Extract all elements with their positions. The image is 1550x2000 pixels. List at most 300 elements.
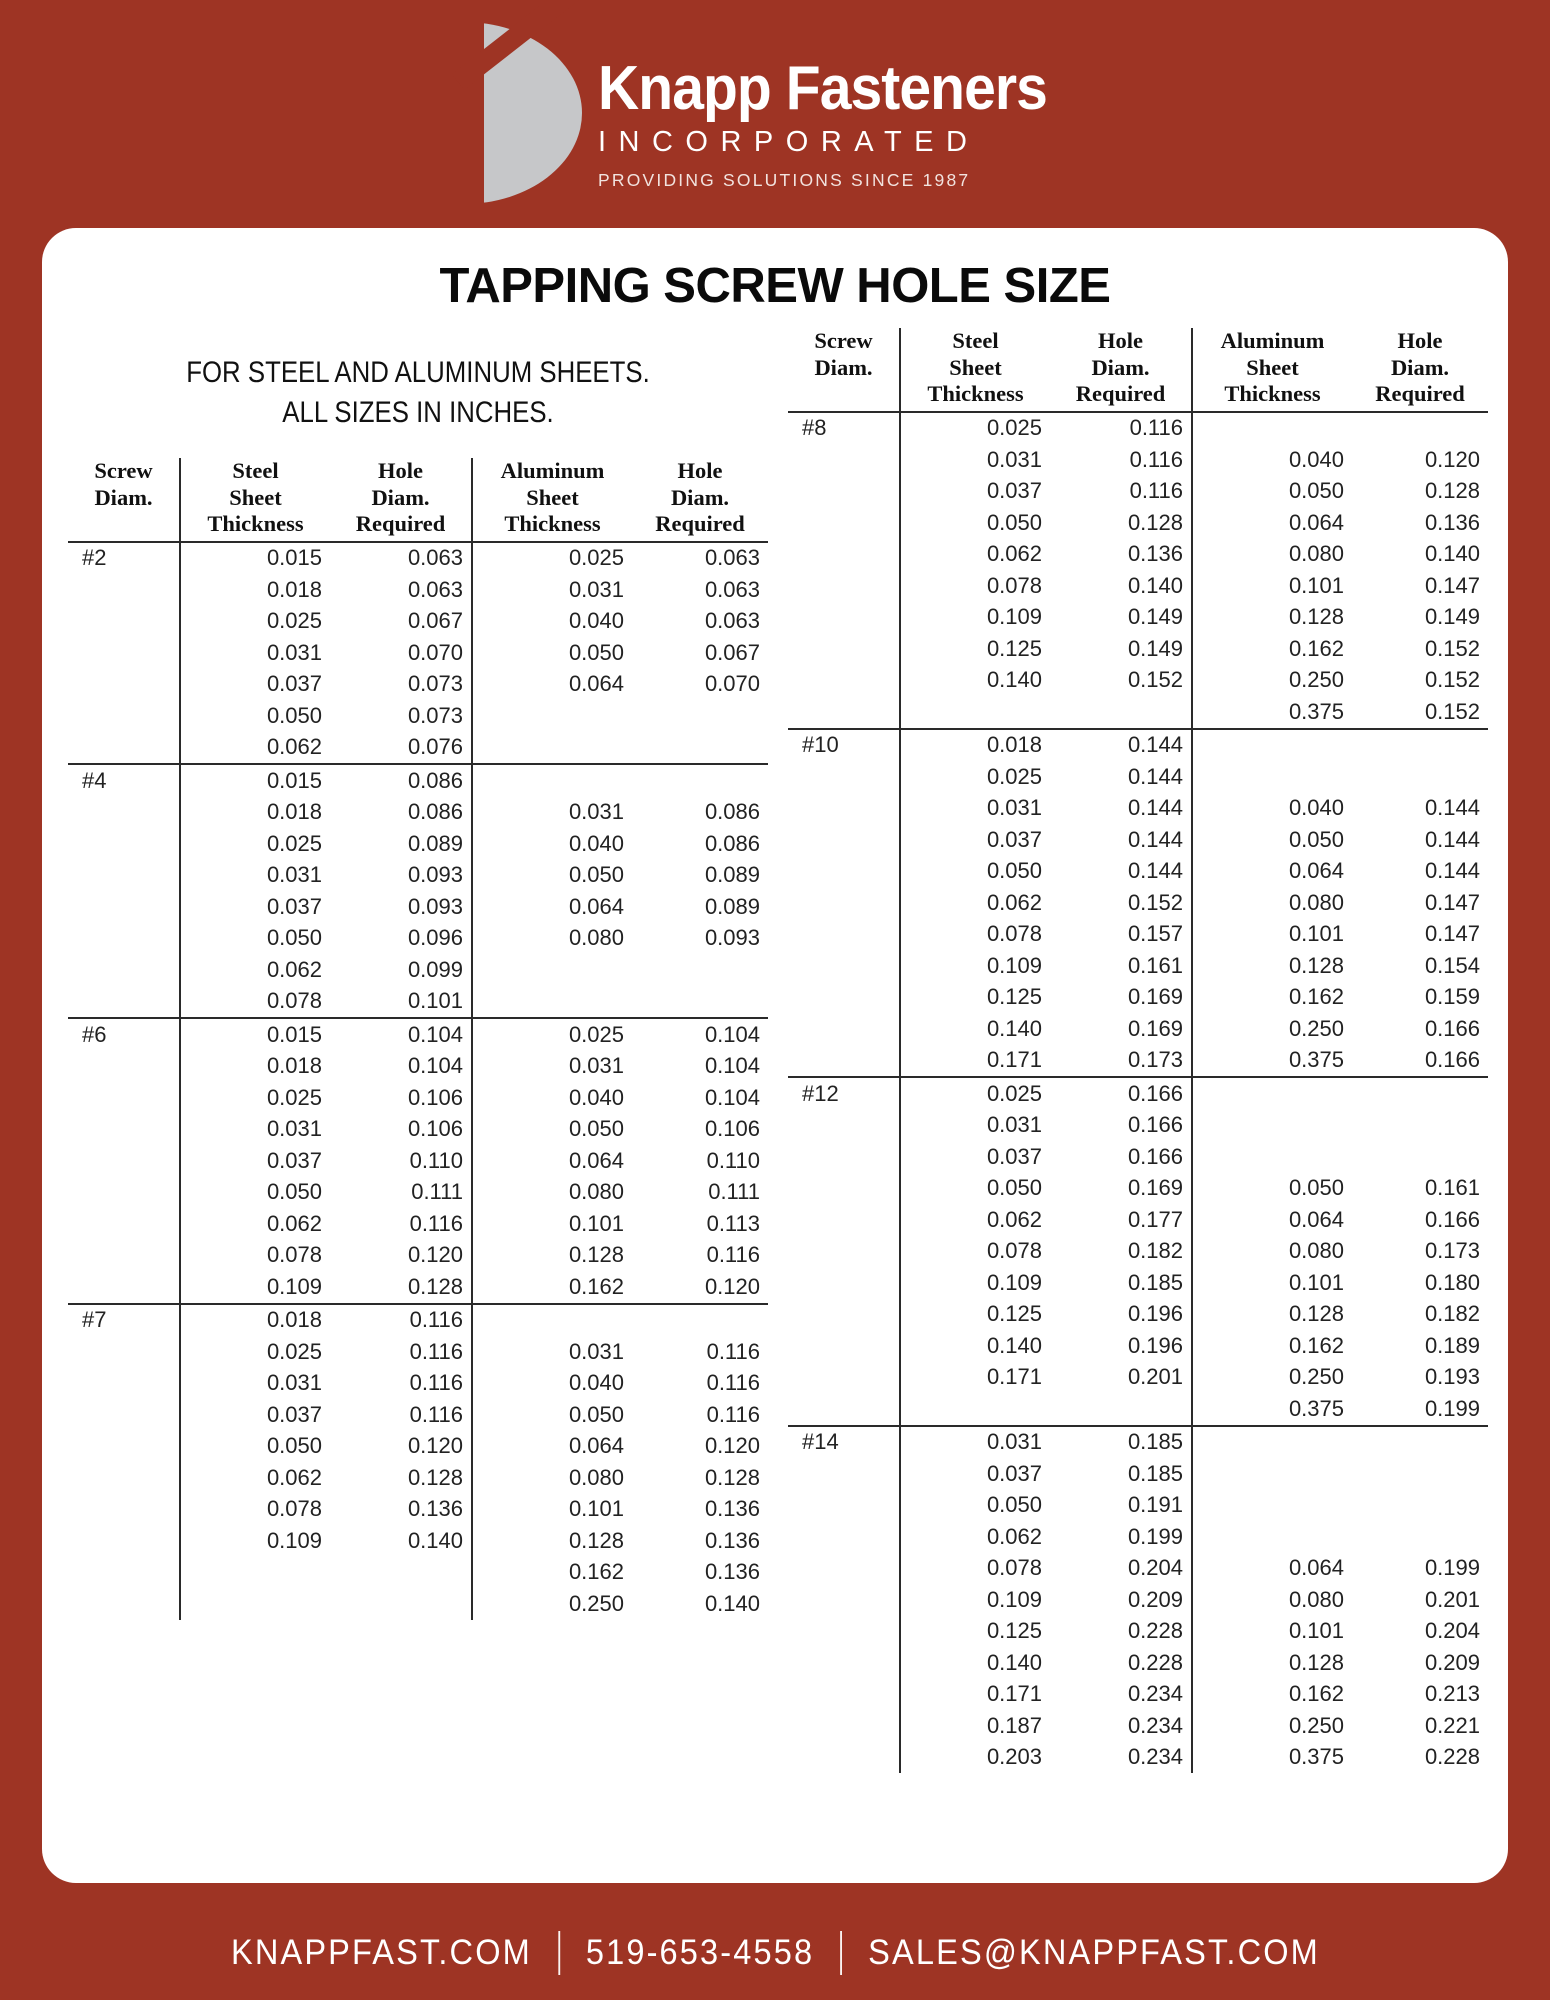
footer-divider bbox=[557, 1931, 559, 1975]
col-header-aluminum-sheet-thickness: Aluminum Sheet Thickness bbox=[472, 458, 632, 542]
table-row bbox=[68, 1208, 768, 1240]
cell-alum-thickness bbox=[472, 954, 632, 986]
table-row bbox=[68, 732, 768, 765]
cell-steel-thickness: 0.078 bbox=[900, 570, 1050, 602]
cell-steel-thickness: 0.109 bbox=[900, 1267, 1050, 1299]
cell-hole-diam: 0.152 bbox=[1127, 889, 1183, 915]
footer-phone[interactable]: 519-653-4558 bbox=[585, 1932, 814, 1972]
cell-screw-diam bbox=[68, 574, 180, 606]
cell-steel-thickness: 0.050 bbox=[180, 1177, 330, 1209]
table-row bbox=[68, 1018, 768, 1051]
cell-screw-diam: #10 bbox=[802, 732, 839, 758]
table-row bbox=[68, 828, 768, 860]
cell-hole-diam: 0.166 bbox=[1127, 1080, 1183, 1106]
cell-alum-hole-diam: 0.111 bbox=[708, 1179, 760, 1205]
cell-hole-diam: 0.070 bbox=[407, 639, 463, 665]
table-row bbox=[68, 700, 768, 732]
cell-hole-diam bbox=[1050, 1393, 1192, 1426]
cell-hole-diam: 0.120 bbox=[407, 1242, 463, 1268]
cell-alum-hole-diam: 0.152 bbox=[1424, 635, 1480, 661]
cell-steel-thickness: 0.171 bbox=[900, 1679, 1050, 1711]
cell-screw-diam bbox=[68, 732, 180, 765]
cell-alum-hole-diam: 0.144 bbox=[1424, 858, 1480, 884]
cell-screw-diam bbox=[68, 1462, 180, 1494]
table-row bbox=[788, 1679, 1488, 1711]
table-row bbox=[788, 729, 1488, 762]
table-row bbox=[788, 1141, 1488, 1173]
cell-steel-thickness: 0.140 bbox=[900, 665, 1050, 697]
table-row bbox=[68, 1557, 768, 1589]
col-header-alum-hole-diam-required: Hole Diam. Required bbox=[1352, 328, 1488, 412]
cell-steel-thickness: 0.018 bbox=[180, 574, 330, 606]
cell-hole-diam: 0.128 bbox=[407, 1464, 463, 1490]
hole-size-table-left bbox=[68, 458, 768, 1620]
cell-alum-thickness: 0.031 bbox=[472, 574, 632, 606]
cell-hole-diam: 0.234 bbox=[1127, 1681, 1183, 1707]
cell-alum-hole-diam: 0.116 bbox=[706, 1338, 760, 1364]
cell-steel-thickness: 0.018 bbox=[900, 729, 1050, 762]
cell-steel-thickness: 0.062 bbox=[900, 1204, 1050, 1236]
table-row bbox=[68, 1399, 768, 1431]
table-row bbox=[68, 1336, 768, 1368]
cell-alum-hole-diam: 0.140 bbox=[704, 1590, 760, 1616]
cell-alum-thickness: 0.128 bbox=[472, 1240, 632, 1272]
cell-screw-diam bbox=[788, 950, 900, 982]
cell-alum-thickness: 0.162 bbox=[1192, 633, 1352, 665]
cell-steel-thickness: 0.062 bbox=[180, 1462, 330, 1494]
cell-alum-thickness bbox=[1192, 1490, 1352, 1522]
cell-hole-diam: 0.104 bbox=[407, 1053, 463, 1079]
cell-hole-diam: 0.144 bbox=[1127, 858, 1183, 884]
cell-screw-diam bbox=[68, 1399, 180, 1431]
brand-name: Knapp Fasteners bbox=[597, 54, 1047, 123]
cell-alum-hole-diam: 0.144 bbox=[1424, 826, 1480, 852]
table-row bbox=[788, 665, 1488, 697]
cell-alum-hole-diam: 0.128 bbox=[1424, 478, 1480, 504]
col-header-hole-diam-required: Hole Diam. Required bbox=[330, 458, 472, 542]
cell-alum-thickness: 0.128 bbox=[1192, 1647, 1352, 1679]
cell-screw-diam bbox=[788, 1679, 900, 1711]
table-row bbox=[68, 1051, 768, 1083]
cell-steel-thickness: 0.050 bbox=[180, 1431, 330, 1463]
cell-screw-diam bbox=[788, 1710, 900, 1742]
cell-screw-diam bbox=[68, 1494, 180, 1526]
cell-screw-diam bbox=[68, 669, 180, 701]
cell-hole-diam: 0.144 bbox=[1127, 826, 1183, 852]
cell-screw-diam bbox=[788, 1584, 900, 1616]
cell-hole-diam: 0.228 bbox=[1127, 1649, 1183, 1675]
cell-steel-thickness: 0.015 bbox=[180, 764, 330, 797]
col-header-alum-hole-diam-required: Hole Diam. Required bbox=[632, 458, 768, 542]
cell-screw-diam bbox=[68, 1082, 180, 1114]
cell-alum-thickness: 0.080 bbox=[1192, 539, 1352, 571]
cell-screw-diam bbox=[68, 1431, 180, 1463]
cell-steel-thickness: 0.203 bbox=[900, 1742, 1050, 1774]
cell-alum-thickness: 0.064 bbox=[1192, 856, 1352, 888]
cell-steel-thickness: 0.050 bbox=[900, 856, 1050, 888]
cell-alum-hole-diam bbox=[1352, 1110, 1488, 1142]
cell-screw-diam: #8 bbox=[802, 415, 827, 441]
cell-alum-thickness bbox=[472, 1304, 632, 1337]
cell-alum-hole-diam: 0.173 bbox=[1424, 1238, 1480, 1264]
cell-steel-thickness: 0.062 bbox=[900, 887, 1050, 919]
cell-steel-thickness: 0.078 bbox=[900, 1553, 1050, 1585]
cell-alum-thickness: 0.050 bbox=[472, 1399, 632, 1431]
cell-alum-hole-diam: 0.147 bbox=[1424, 889, 1480, 915]
footer-divider bbox=[840, 1931, 842, 1975]
cell-hole-diam: 0.116 bbox=[409, 1401, 463, 1427]
cell-hole-diam: 0.104 bbox=[407, 1021, 463, 1047]
cell-hole-diam: 0.076 bbox=[330, 732, 472, 765]
cell-alum-thickness: 0.080 bbox=[472, 1177, 632, 1209]
cell-hole-diam: 0.185 bbox=[1127, 1269, 1183, 1295]
cell-alum-hole-diam bbox=[1352, 761, 1488, 793]
table-row bbox=[788, 824, 1488, 856]
cell-alum-hole-diam: 0.104 bbox=[704, 1053, 760, 1079]
table-row bbox=[68, 542, 768, 575]
cell-hole-diam bbox=[330, 1557, 472, 1589]
cell-alum-hole-diam: 0.213 bbox=[1424, 1681, 1480, 1707]
cell-steel-thickness: 0.062 bbox=[180, 954, 330, 986]
cell-steel-thickness: 0.025 bbox=[180, 606, 330, 638]
cell-alum-hole-diam: 0.136 bbox=[704, 1496, 760, 1522]
cell-alum-thickness bbox=[1192, 412, 1352, 445]
cell-alum-thickness bbox=[472, 732, 632, 765]
cell-hole-diam: 0.116 bbox=[409, 1210, 463, 1236]
cell-steel-thickness: 0.125 bbox=[900, 982, 1050, 1014]
table-row bbox=[788, 570, 1488, 602]
cell-screw-diam bbox=[788, 1267, 900, 1299]
cell-screw-diam bbox=[68, 828, 180, 860]
cell-hole-diam: 0.196 bbox=[1127, 1301, 1183, 1327]
cell-alum-hole-diam: 0.147 bbox=[1424, 921, 1480, 947]
cell-steel-thickness: 0.037 bbox=[900, 1458, 1050, 1490]
cell-alum-hole-diam bbox=[632, 732, 768, 765]
cell-steel-thickness: 0.050 bbox=[900, 1173, 1050, 1205]
col-header-hole-diam-required: Hole Diam. Required bbox=[1050, 328, 1192, 412]
cell-steel-thickness: 0.018 bbox=[180, 1051, 330, 1083]
brand-tagline: PROVIDING SOLUTIONS SINCE 1987 bbox=[597, 169, 971, 190]
cell-steel-thickness: 0.031 bbox=[180, 860, 330, 892]
cell-alum-hole-diam: 0.116 bbox=[706, 1370, 760, 1396]
cell-alum-thickness: 0.101 bbox=[472, 1494, 632, 1526]
cell-steel-thickness: 0.018 bbox=[180, 797, 330, 829]
cell-hole-diam: 0.116 bbox=[1129, 478, 1183, 504]
table-row bbox=[788, 633, 1488, 665]
col-header-screw-diam: Screw Diam. bbox=[68, 458, 180, 542]
cell-alum-hole-diam: 0.063 bbox=[704, 576, 760, 602]
cell-screw-diam bbox=[788, 1045, 900, 1078]
cell-steel-thickness: 0.062 bbox=[180, 732, 330, 765]
cell-screw-diam bbox=[68, 1557, 180, 1589]
cell-screw-diam bbox=[788, 824, 900, 856]
cell-screw-diam bbox=[788, 696, 900, 729]
right-column bbox=[788, 328, 1488, 1773]
cell-alum-hole-diam: 0.144 bbox=[1424, 795, 1480, 821]
cell-alum-hole-diam: 0.106 bbox=[704, 1116, 760, 1142]
cell-screw-diam bbox=[68, 1525, 180, 1557]
cell-alum-hole-diam bbox=[632, 1304, 768, 1337]
table-row bbox=[68, 1177, 768, 1209]
cell-alum-thickness: 0.250 bbox=[1192, 1013, 1352, 1045]
table-row bbox=[68, 1588, 768, 1620]
table-row bbox=[788, 602, 1488, 634]
cell-screw-diam bbox=[68, 986, 180, 1019]
cell-alum-hole-diam: 0.228 bbox=[1424, 1744, 1480, 1770]
cell-hole-diam: 0.209 bbox=[1127, 1586, 1183, 1612]
table-row bbox=[68, 637, 768, 669]
cell-alum-hole-diam: 0.180 bbox=[1424, 1269, 1480, 1295]
table-row bbox=[68, 1431, 768, 1463]
cell-steel-thickness: 0.109 bbox=[900, 1584, 1050, 1616]
cell-hole-diam: 0.063 bbox=[407, 545, 463, 571]
cell-steel-thickness: 0.037 bbox=[900, 476, 1050, 508]
cell-screw-diam bbox=[788, 1521, 900, 1553]
cell-alum-hole-diam: 0.113 bbox=[706, 1210, 760, 1236]
cell-hole-diam: 0.120 bbox=[407, 1433, 463, 1459]
cell-hole-diam: 0.149 bbox=[1127, 635, 1183, 661]
cell-alum-thickness: 0.031 bbox=[472, 797, 632, 829]
cell-hole-diam: 0.140 bbox=[1127, 572, 1183, 598]
cell-steel-thickness: 0.109 bbox=[180, 1271, 330, 1304]
cell-alum-hole-diam bbox=[1352, 1521, 1488, 1553]
cell-hole-diam: 0.106 bbox=[407, 1116, 463, 1142]
table-row bbox=[68, 764, 768, 797]
cell-alum-hole-diam: 0.120 bbox=[704, 1433, 760, 1459]
cell-alum-thickness bbox=[1192, 1458, 1352, 1490]
cell-alum-hole-diam bbox=[632, 954, 768, 986]
cell-hole-diam: 0.144 bbox=[1127, 763, 1183, 789]
table-row bbox=[788, 1173, 1488, 1205]
footer-email[interactable]: SALES@KNAPPFAST.COM bbox=[867, 1932, 1320, 1972]
table-row bbox=[68, 891, 768, 923]
cell-hole-diam: 0.089 bbox=[407, 830, 463, 856]
cell-alum-thickness: 0.080 bbox=[1192, 887, 1352, 919]
cell-hole-diam: 0.157 bbox=[1127, 921, 1183, 947]
tables-container bbox=[42, 328, 1508, 1773]
cell-hole-diam: 0.096 bbox=[407, 925, 463, 951]
table-row bbox=[788, 1393, 1488, 1426]
cell-alum-thickness: 0.050 bbox=[1192, 476, 1352, 508]
cell-alum-hole-diam: 0.140 bbox=[1424, 541, 1480, 567]
cell-alum-hole-diam: 0.199 bbox=[1352, 1393, 1488, 1426]
left-table-body bbox=[68, 542, 768, 1620]
cell-steel-thickness: 0.140 bbox=[900, 1013, 1050, 1045]
table-row bbox=[68, 954, 768, 986]
cell-screw-diam: #14 bbox=[802, 1429, 839, 1455]
cell-steel-thickness: 0.015 bbox=[180, 542, 330, 575]
cell-hole-diam: 0.116 bbox=[409, 1307, 463, 1333]
cell-screw-diam bbox=[68, 1336, 180, 1368]
cell-hole-diam: 0.128 bbox=[1127, 509, 1183, 535]
table-row bbox=[68, 1271, 768, 1304]
cell-alum-thickness: 0.050 bbox=[472, 637, 632, 669]
cell-alum-thickness: 0.375 bbox=[1192, 1393, 1352, 1426]
cell-alum-thickness: 0.162 bbox=[1192, 1679, 1352, 1711]
cell-steel-thickness: 0.050 bbox=[180, 700, 330, 732]
col-header-steel-sheet-thickness: Steel Sheet Thickness bbox=[900, 328, 1050, 412]
cell-alum-thickness: 0.050 bbox=[1192, 824, 1352, 856]
cell-alum-thickness: 0.101 bbox=[1192, 570, 1352, 602]
cell-screw-diam: #12 bbox=[802, 1080, 839, 1106]
cell-alum-thickness: 0.031 bbox=[472, 1051, 632, 1083]
cell-alum-hole-diam: 0.182 bbox=[1424, 1301, 1480, 1327]
cell-alum-thickness: 0.250 bbox=[1192, 665, 1352, 697]
knapp-k-disc-logo-icon bbox=[464, 22, 582, 204]
cell-steel-thickness: 0.140 bbox=[900, 1330, 1050, 1362]
table-row bbox=[788, 476, 1488, 508]
table-row bbox=[788, 696, 1488, 729]
cell-steel-thickness: 0.125 bbox=[900, 633, 1050, 665]
cell-steel-thickness: 0.125 bbox=[900, 1616, 1050, 1648]
cell-steel-thickness bbox=[900, 696, 1050, 729]
cell-alum-hole-diam: 0.089 bbox=[704, 862, 760, 888]
table-row bbox=[68, 1114, 768, 1146]
cell-screw-diam bbox=[68, 860, 180, 892]
cell-alum-thickness: 0.375 bbox=[1192, 1045, 1352, 1078]
cell-screw-diam bbox=[68, 891, 180, 923]
cell-screw-diam bbox=[788, 856, 900, 888]
cell-alum-hole-diam: 0.110 bbox=[706, 1147, 760, 1173]
cell-alum-thickness: 0.064 bbox=[472, 891, 632, 923]
cell-alum-thickness: 0.040 bbox=[472, 1368, 632, 1400]
cell-steel-thickness: 0.031 bbox=[900, 793, 1050, 825]
cell-alum-hole-diam: 0.154 bbox=[1424, 952, 1480, 978]
table-row bbox=[788, 887, 1488, 919]
cell-screw-diam bbox=[68, 1368, 180, 1400]
cell-hole-diam: 0.086 bbox=[407, 767, 463, 793]
cell-steel-thickness: 0.171 bbox=[900, 1362, 1050, 1394]
cell-screw-diam bbox=[788, 633, 900, 665]
cell-screw-diam bbox=[788, 1553, 900, 1585]
cell-steel-thickness: 0.062 bbox=[180, 1208, 330, 1240]
cell-alum-hole-diam: 0.209 bbox=[1424, 1649, 1480, 1675]
cell-alum-thickness: 0.080 bbox=[1192, 1584, 1352, 1616]
table-row bbox=[788, 919, 1488, 951]
table-row bbox=[68, 1462, 768, 1494]
cell-screw-diam bbox=[788, 761, 900, 793]
cell-hole-diam: 0.099 bbox=[407, 956, 463, 982]
cell-hole-diam: 0.234 bbox=[1127, 1712, 1183, 1738]
cell-steel-thickness bbox=[900, 1393, 1050, 1426]
cell-hole-diam bbox=[330, 1588, 472, 1620]
cell-screw-diam bbox=[788, 1647, 900, 1679]
cell-alum-thickness: 0.040 bbox=[472, 828, 632, 860]
cell-alum-hole-diam: 0.120 bbox=[1424, 446, 1480, 472]
table-row bbox=[788, 1742, 1488, 1774]
cell-steel-thickness: 0.031 bbox=[180, 637, 330, 669]
cell-alum-hole-diam bbox=[1352, 1490, 1488, 1522]
cell-screw-diam bbox=[68, 700, 180, 732]
table-row bbox=[788, 1458, 1488, 1490]
cell-screw-diam: #7 bbox=[82, 1307, 107, 1333]
cell-alum-thickness: 0.064 bbox=[472, 1145, 632, 1177]
cell-alum-hole-diam: 0.104 bbox=[704, 1021, 760, 1047]
cell-alum-hole-diam: 0.149 bbox=[1424, 604, 1480, 630]
table-row bbox=[788, 1426, 1488, 1459]
cell-alum-thickness: 0.064 bbox=[1192, 507, 1352, 539]
cell-screw-diam bbox=[68, 1271, 180, 1304]
cell-alum-thickness: 0.050 bbox=[472, 860, 632, 892]
cell-hole-diam: 0.086 bbox=[407, 799, 463, 825]
cell-hole-diam: 0.182 bbox=[1127, 1238, 1183, 1264]
cell-alum-hole-diam bbox=[1352, 1077, 1488, 1110]
cell-steel-thickness: 0.109 bbox=[900, 602, 1050, 634]
cell-alum-thickness bbox=[472, 700, 632, 732]
cell-hole-diam: 0.149 bbox=[1127, 604, 1183, 630]
table-row bbox=[788, 1299, 1488, 1331]
cell-screw-diam bbox=[788, 1393, 900, 1426]
cell-screw-diam bbox=[788, 570, 900, 602]
cell-screw-diam bbox=[788, 1236, 900, 1268]
cell-alum-hole-diam: 0.086 bbox=[704, 799, 760, 825]
cell-alum-thickness: 0.101 bbox=[1192, 919, 1352, 951]
cell-alum-thickness: 0.064 bbox=[1192, 1553, 1352, 1585]
cell-alum-hole-diam: 0.089 bbox=[704, 893, 760, 919]
cell-steel-thickness: 0.125 bbox=[900, 1299, 1050, 1331]
cell-alum-thickness: 0.040 bbox=[472, 606, 632, 638]
cell-hole-diam: 0.228 bbox=[1127, 1618, 1183, 1644]
cell-alum-hole-diam: 0.152 bbox=[1352, 696, 1488, 729]
table-row bbox=[68, 574, 768, 606]
table-row bbox=[68, 1240, 768, 1272]
cell-hole-diam: 0.234 bbox=[1127, 1744, 1183, 1770]
cell-alum-hole-diam: 0.070 bbox=[704, 671, 760, 697]
brand-incorporated: INCORPORATED bbox=[597, 125, 980, 158]
cell-steel-thickness: 0.025 bbox=[180, 828, 330, 860]
cell-alum-thickness bbox=[1192, 761, 1352, 793]
cell-screw-diam bbox=[788, 665, 900, 697]
cell-alum-thickness bbox=[1192, 1110, 1352, 1142]
cell-alum-thickness: 0.040 bbox=[472, 1082, 632, 1114]
cell-hole-diam: 0.177 bbox=[1127, 1206, 1183, 1232]
cell-steel-thickness: 0.031 bbox=[900, 444, 1050, 476]
cell-alum-thickness: 0.080 bbox=[1192, 1236, 1352, 1268]
cell-alum-hole-diam: 0.201 bbox=[1424, 1586, 1480, 1612]
cell-hole-diam: 0.067 bbox=[407, 608, 463, 634]
cell-alum-hole-diam: 0.116 bbox=[706, 1401, 760, 1427]
table-row bbox=[788, 1647, 1488, 1679]
footer-website[interactable]: KNAPPFAST.COM bbox=[230, 1932, 532, 1972]
cell-alum-thickness bbox=[1192, 1141, 1352, 1173]
cell-hole-diam: 0.136 bbox=[407, 1496, 463, 1522]
cell-hole-diam: 0.144 bbox=[1127, 795, 1183, 821]
cell-alum-thickness: 0.080 bbox=[472, 1462, 632, 1494]
cell-alum-thickness: 0.101 bbox=[472, 1208, 632, 1240]
cell-hole-diam: 0.144 bbox=[1127, 732, 1183, 758]
cell-hole-diam: 0.169 bbox=[1127, 984, 1183, 1010]
cell-hole-diam: 0.073 bbox=[407, 702, 463, 728]
cell-hole-diam: 0.191 bbox=[1127, 1492, 1183, 1518]
cell-screw-diam bbox=[788, 919, 900, 951]
cell-screw-diam bbox=[788, 539, 900, 571]
cell-alum-hole-diam: 0.120 bbox=[632, 1271, 768, 1304]
cell-alum-thickness: 0.128 bbox=[1192, 1299, 1352, 1331]
cell-hole-diam bbox=[1050, 696, 1192, 729]
table-row bbox=[788, 1013, 1488, 1045]
cell-screw-diam bbox=[788, 1330, 900, 1362]
table-row bbox=[788, 412, 1488, 445]
cell-steel-thickness: 0.109 bbox=[180, 1525, 330, 1557]
cell-hole-diam: 0.110 bbox=[409, 1147, 463, 1173]
cell-steel-thickness bbox=[180, 1588, 330, 1620]
table-row bbox=[788, 761, 1488, 793]
table-row bbox=[788, 1267, 1488, 1299]
col-header-screw-diam: Screw Diam. bbox=[788, 328, 900, 412]
table-row bbox=[68, 1494, 768, 1526]
cell-alum-hole-diam: 0.136 bbox=[1424, 509, 1480, 535]
cell-steel-thickness: 0.062 bbox=[900, 1521, 1050, 1553]
